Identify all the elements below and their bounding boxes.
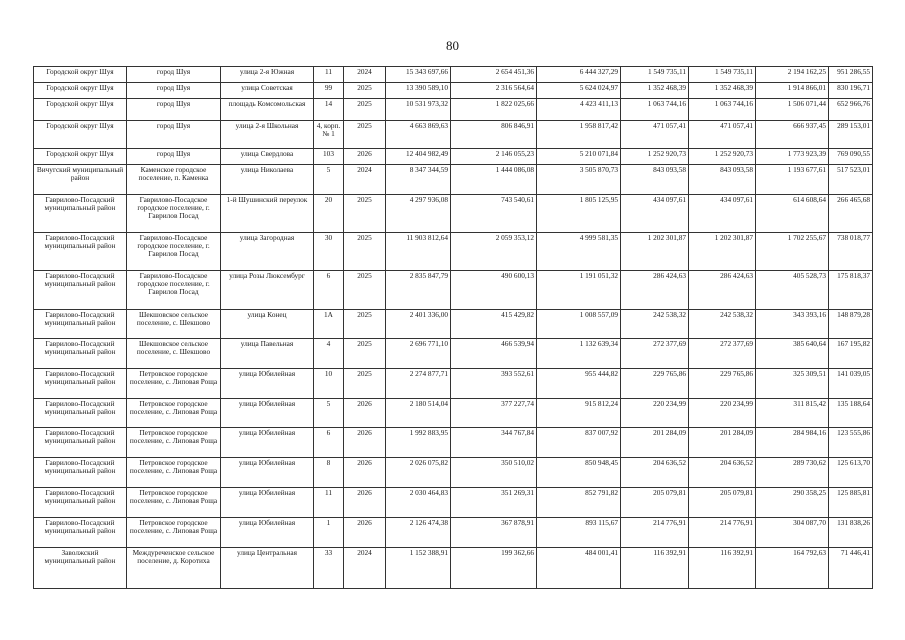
cell-amount-5: 2 194 162,25: [756, 67, 829, 83]
cell-amount-1: 806 846,91: [451, 121, 537, 149]
cell-amount-6: 738 018,77: [829, 233, 873, 271]
cell-year: 2025: [344, 195, 386, 233]
cell-street: улица 2-я Школьная: [221, 121, 314, 149]
cell-amount-3: 471 057,41: [621, 121, 689, 149]
cell-amount-1: 377 227,74: [451, 399, 537, 428]
cell-total-cost: 1 152 388,91: [386, 548, 451, 589]
cell-amount-6: 71 446,41: [829, 548, 873, 589]
cell-amount-2: 5 624 024,97: [537, 83, 621, 99]
cell-district: Гаврилово-Посадский муниципальный район: [34, 369, 127, 399]
cell-amount-6: 125 885,81: [829, 488, 873, 518]
cell-amount-5: 289 730,62: [756, 458, 829, 488]
table-row: [34, 458, 873, 488]
cell-house-number: 5: [314, 399, 344, 428]
cell-amount-5: 290 358,25: [756, 488, 829, 518]
table-row: [34, 195, 873, 233]
cell-house-number: 10: [314, 369, 344, 399]
cell-amount-1: 367 878,91: [451, 518, 537, 548]
table-row: [34, 67, 873, 83]
cell-total-cost: 2 030 464,83: [386, 488, 451, 518]
table-row: [34, 99, 873, 121]
cell-year: 2024: [344, 165, 386, 195]
cell-total-cost: 15 343 697,66: [386, 67, 451, 83]
cell-settlement: Каменское городское поселение, п. Каменка: [127, 165, 221, 195]
cell-district: Городской округ Шуя: [34, 121, 127, 149]
cell-year: 2025: [344, 271, 386, 310]
cell-amount-1: 490 600,13: [451, 271, 537, 310]
cell-settlement: Шекшовское сельское поселение, с. Шекшово: [127, 339, 221, 369]
cell-year: 2025: [344, 121, 386, 149]
cell-amount-6: 125 613,70: [829, 458, 873, 488]
table-row: [34, 165, 873, 195]
cell-amount-3: 272 377,69: [621, 339, 689, 369]
cell-amount-2: 837 007,92: [537, 428, 621, 458]
cell-street: улица Центральная: [221, 548, 314, 589]
cell-total-cost: 13 390 589,10: [386, 83, 451, 99]
cell-total-cost: 10 531 973,32: [386, 99, 451, 121]
cell-amount-1: 393 552,61: [451, 369, 537, 399]
table-row: [34, 488, 873, 518]
cell-amount-6: 135 188,64: [829, 399, 873, 428]
cell-amount-1: 466 539,94: [451, 339, 537, 369]
cell-year: 2026: [344, 488, 386, 518]
cell-amount-6: 652 966,76: [829, 99, 873, 121]
cell-amount-2: 1 958 817,42: [537, 121, 621, 149]
cell-amount-2: 893 115,67: [537, 518, 621, 548]
cell-year: 2026: [344, 458, 386, 488]
cell-street: улица 2-я Южная: [221, 67, 314, 83]
cell-district: Городской округ Шуя: [34, 83, 127, 99]
cell-amount-3: 242 538,32: [621, 310, 689, 339]
cell-settlement: Петровское городское поселение, с. Липовая Роща: [127, 458, 221, 488]
table-row: [34, 518, 873, 548]
cell-amount-4: 204 636,52: [689, 458, 756, 488]
cell-amount-4: 116 392,91: [689, 548, 756, 589]
cell-amount-3: 116 392,91: [621, 548, 689, 589]
cell-amount-2: 484 001,41: [537, 548, 621, 589]
cell-amount-5: 1 773 923,39: [756, 149, 829, 165]
cell-amount-6: 148 879,28: [829, 310, 873, 339]
cell-amount-5: 311 815,42: [756, 399, 829, 428]
cell-house-number: 99: [314, 83, 344, 99]
cell-street: 1-й Шушинский переулок: [221, 195, 314, 233]
table-row: [34, 271, 873, 310]
cell-district: Гаврилово-Посадский муниципальный район: [34, 518, 127, 548]
cell-settlement: Междуреченское сельское поселение, д. Коротиха: [127, 548, 221, 589]
cell-settlement: Шекшовское сельское поселение, с. Шекшово: [127, 310, 221, 339]
cell-street: улица Павельная: [221, 339, 314, 369]
cell-year: 2025: [344, 233, 386, 271]
cell-amount-5: 1 506 071,44: [756, 99, 829, 121]
cell-amount-2: 1 805 125,95: [537, 195, 621, 233]
cell-house-number: 5: [314, 165, 344, 195]
cell-amount-4: 286 424,63: [689, 271, 756, 310]
cell-amount-5: 343 393,16: [756, 310, 829, 339]
cell-street: улица Юбилейная: [221, 428, 314, 458]
cell-total-cost: 8 347 344,59: [386, 165, 451, 195]
cell-amount-1: 2 654 451,36: [451, 67, 537, 83]
cell-district: Гаврилово-Посадский муниципальный район: [34, 310, 127, 339]
cell-amount-4: 1 549 735,11: [689, 67, 756, 83]
cell-amount-1: 2 316 564,64: [451, 83, 537, 99]
table-row: [34, 121, 873, 149]
cell-district: Гаврилово-Посадский муниципальный район: [34, 428, 127, 458]
cell-house-number: 4: [314, 339, 344, 369]
cell-amount-6: 951 286,55: [829, 67, 873, 83]
cell-total-cost: 2 835 847,79: [386, 271, 451, 310]
table-row: [34, 233, 873, 271]
cell-amount-4: 843 093,58: [689, 165, 756, 195]
cell-street: улица Свердлова: [221, 149, 314, 165]
cell-amount-2: 3 505 870,73: [537, 165, 621, 195]
table-row: [34, 428, 873, 458]
cell-settlement: Гаврилово-Посадское городское поселение, г. Гаврилов Посад: [127, 233, 221, 271]
cell-amount-1: 350 510,02: [451, 458, 537, 488]
cell-house-number: 33: [314, 548, 344, 589]
cell-settlement: город Шуя: [127, 99, 221, 121]
cell-district: Гаврилово-Посадский муниципальный район: [34, 339, 127, 369]
cell-total-cost: 12 404 982,49: [386, 149, 451, 165]
cell-amount-3: 201 284,09: [621, 428, 689, 458]
page-number: 80: [446, 38, 459, 53]
cell-total-cost: 2 401 336,00: [386, 310, 451, 339]
table-body: [34, 67, 873, 589]
cell-settlement: город Шуя: [127, 67, 221, 83]
cell-district: Гаврилово-Посадский муниципальный район: [34, 458, 127, 488]
cell-settlement: Петровское городское поселение, с. Липовая Роща: [127, 488, 221, 518]
cell-street: улица Юбилейная: [221, 369, 314, 399]
cell-street: площадь Комсомольская: [221, 99, 314, 121]
cell-settlement: Петровское городское поселение, с. Липовая Роща: [127, 399, 221, 428]
cell-year: 2025: [344, 339, 386, 369]
cell-amount-2: 1 132 639,34: [537, 339, 621, 369]
cell-year: 2025: [344, 99, 386, 121]
table-row: [34, 548, 873, 589]
cell-amount-1: 2 146 055,23: [451, 149, 537, 165]
cell-amount-6: 517 523,01: [829, 165, 873, 195]
cell-amount-5: 405 528,73: [756, 271, 829, 310]
cell-amount-2: 915 812,24: [537, 399, 621, 428]
cell-amount-5: 304 087,70: [756, 518, 829, 548]
cell-district: Городской округ Шуя: [34, 67, 127, 83]
cell-street: улица Юбилейная: [221, 399, 314, 428]
cell-amount-4: 471 057,41: [689, 121, 756, 149]
cell-street: улица Загородная: [221, 233, 314, 271]
cell-house-number: 30: [314, 233, 344, 271]
cell-street: улица Юбилейная: [221, 518, 314, 548]
cell-house-number: 1А: [314, 310, 344, 339]
cell-amount-6: 141 039,05: [829, 369, 873, 399]
cell-amount-5: 164 792,63: [756, 548, 829, 589]
cell-amount-6: 266 465,68: [829, 195, 873, 233]
cell-district: Гаврилово-Посадский муниципальный район: [34, 488, 127, 518]
cell-house-number: 11: [314, 67, 344, 83]
cell-house-number: 1: [314, 518, 344, 548]
cell-amount-3: 286 424,63: [621, 271, 689, 310]
cell-amount-5: 614 608,64: [756, 195, 829, 233]
table-row: [34, 149, 873, 165]
cell-street: улица Юбилейная: [221, 458, 314, 488]
cell-amount-3: 229 765,86: [621, 369, 689, 399]
cell-settlement: Петровское городское поселение, с. Липовая Роща: [127, 369, 221, 399]
cell-amount-4: 201 284,09: [689, 428, 756, 458]
cell-total-cost: 2 126 474,38: [386, 518, 451, 548]
table-row: [34, 310, 873, 339]
cell-amount-5: 325 309,51: [756, 369, 829, 399]
cell-settlement: Гаврилово-Посадское городское поселение, г. Гаврилов Посад: [127, 195, 221, 233]
cell-amount-3: 1 252 920,73: [621, 149, 689, 165]
cell-amount-2: 4 423 411,13: [537, 99, 621, 121]
cell-district: Гаврилово-Посадский муниципальный район: [34, 399, 127, 428]
cell-district: Гаврилово-Посадский муниципальный район: [34, 195, 127, 233]
table-row: [34, 339, 873, 369]
cell-amount-6: 769 090,55: [829, 149, 873, 165]
cell-district: Городской округ Шуя: [34, 149, 127, 165]
cell-amount-6: 167 195,82: [829, 339, 873, 369]
cell-amount-5: 1 702 255,67: [756, 233, 829, 271]
cell-district: Гаврилово-Посадский муниципальный район: [34, 271, 127, 310]
table-row: [34, 399, 873, 428]
cell-year: 2025: [344, 369, 386, 399]
cell-amount-4: 1 063 744,16: [689, 99, 756, 121]
cell-total-cost: 2 696 771,10: [386, 339, 451, 369]
cell-amount-2: 1 191 051,32: [537, 271, 621, 310]
cell-amount-1: 1 822 025,66: [451, 99, 537, 121]
cell-amount-3: 1 202 301,87: [621, 233, 689, 271]
cell-total-cost: 4 663 869,63: [386, 121, 451, 149]
cell-amount-1: 1 444 086,08: [451, 165, 537, 195]
cell-amount-2: 4 999 581,35: [537, 233, 621, 271]
cell-street: улица Конец: [221, 310, 314, 339]
cell-settlement: Гаврилово-Посадское городское поселение, г. Гаврилов Посад: [127, 271, 221, 310]
table-row: [34, 369, 873, 399]
cell-total-cost: 2 026 075,82: [386, 458, 451, 488]
cell-amount-6: 289 153,01: [829, 121, 873, 149]
cell-year: 2026: [344, 428, 386, 458]
cell-amount-2: 852 791,82: [537, 488, 621, 518]
cell-amount-5: 666 937,45: [756, 121, 829, 149]
cell-amount-3: 214 776,91: [621, 518, 689, 548]
cell-amount-4: 434 097,61: [689, 195, 756, 233]
cell-house-number: 8: [314, 458, 344, 488]
cell-district: Городской округ Шуя: [34, 99, 127, 121]
cell-district: Вичугский муниципальный район: [34, 165, 127, 195]
cell-amount-4: 1 202 301,87: [689, 233, 756, 271]
cell-house-number: 11: [314, 488, 344, 518]
cell-street: улица Юбилейная: [221, 488, 314, 518]
cell-street: улица Советская: [221, 83, 314, 99]
cell-amount-3: 843 093,58: [621, 165, 689, 195]
cell-house-number: 103: [314, 149, 344, 165]
cell-amount-4: 1 252 920,73: [689, 149, 756, 165]
cell-total-cost: 1 992 883,95: [386, 428, 451, 458]
cell-amount-2: 6 444 327,29: [537, 67, 621, 83]
cell-amount-1: 344 767,84: [451, 428, 537, 458]
cell-amount-3: 204 636,52: [621, 458, 689, 488]
cell-amount-4: 229 765,86: [689, 369, 756, 399]
cell-house-number: 6: [314, 271, 344, 310]
cell-amount-5: 284 984,16: [756, 428, 829, 458]
cell-house-number: 20: [314, 195, 344, 233]
cell-amount-1: 415 429,82: [451, 310, 537, 339]
cell-district: Заволжский муниципальный район: [34, 548, 127, 589]
cell-amount-6: 830 196,71: [829, 83, 873, 99]
cell-amount-4: 205 079,81: [689, 488, 756, 518]
cell-total-cost: 11 903 812,64: [386, 233, 451, 271]
cell-amount-2: 5 210 071,84: [537, 149, 621, 165]
cell-amount-2: 955 444,82: [537, 369, 621, 399]
cell-street: улица Николаева: [221, 165, 314, 195]
capital-repair-table: [33, 66, 873, 589]
cell-amount-5: 1 193 677,61: [756, 165, 829, 195]
cell-year: 2026: [344, 518, 386, 548]
cell-total-cost: 4 297 936,08: [386, 195, 451, 233]
cell-amount-6: 131 838,26: [829, 518, 873, 548]
cell-amount-1: 2 059 353,12: [451, 233, 537, 271]
cell-settlement: Петровское городское поселение, с. Липовая Роща: [127, 428, 221, 458]
cell-amount-4: 1 352 468,39: [689, 83, 756, 99]
cell-amount-2: 1 008 557,09: [537, 310, 621, 339]
cell-year: 2026: [344, 399, 386, 428]
cell-settlement: город Шуя: [127, 83, 221, 99]
cell-amount-6: 123 555,86: [829, 428, 873, 458]
cell-amount-2: 850 948,45: [537, 458, 621, 488]
cell-year: 2025: [344, 310, 386, 339]
cell-amount-3: 1 063 744,16: [621, 99, 689, 121]
cell-amount-4: 214 776,91: [689, 518, 756, 548]
cell-total-cost: 2 180 514,04: [386, 399, 451, 428]
cell-amount-3: 1 352 468,39: [621, 83, 689, 99]
cell-amount-3: 205 079,81: [621, 488, 689, 518]
cell-amount-4: 220 234,99: [689, 399, 756, 428]
cell-year: 2024: [344, 548, 386, 589]
cell-year: 2025: [344, 83, 386, 99]
cell-amount-5: 1 914 866,01: [756, 83, 829, 99]
cell-amount-3: 220 234,99: [621, 399, 689, 428]
cell-settlement: Петровское городское поселение, с. Липовая Роща: [127, 518, 221, 548]
cell-amount-6: 175 818,37: [829, 271, 873, 310]
cell-house-number: 4, корп. № 1: [314, 121, 344, 149]
cell-total-cost: 2 274 877,71: [386, 369, 451, 399]
cell-amount-1: 351 269,31: [451, 488, 537, 518]
cell-amount-5: 385 640,64: [756, 339, 829, 369]
cell-amount-1: 199 362,66: [451, 548, 537, 589]
cell-house-number: 6: [314, 428, 344, 458]
cell-amount-4: 242 538,32: [689, 310, 756, 339]
cell-amount-4: 272 377,69: [689, 339, 756, 369]
cell-house-number: 14: [314, 99, 344, 121]
cell-amount-1: 743 540,61: [451, 195, 537, 233]
cell-amount-3: 1 549 735,11: [621, 67, 689, 83]
cell-year: 2026: [344, 149, 386, 165]
cell-year: 2024: [344, 67, 386, 83]
cell-settlement: город Шуя: [127, 149, 221, 165]
cell-district: Гаврилово-Посадский муниципальный район: [34, 233, 127, 271]
table-row: [34, 83, 873, 99]
cell-settlement: город Шуя: [127, 121, 221, 149]
cell-amount-3: 434 097,61: [621, 195, 689, 233]
cell-street: улица Розы Люксембург: [221, 271, 314, 310]
